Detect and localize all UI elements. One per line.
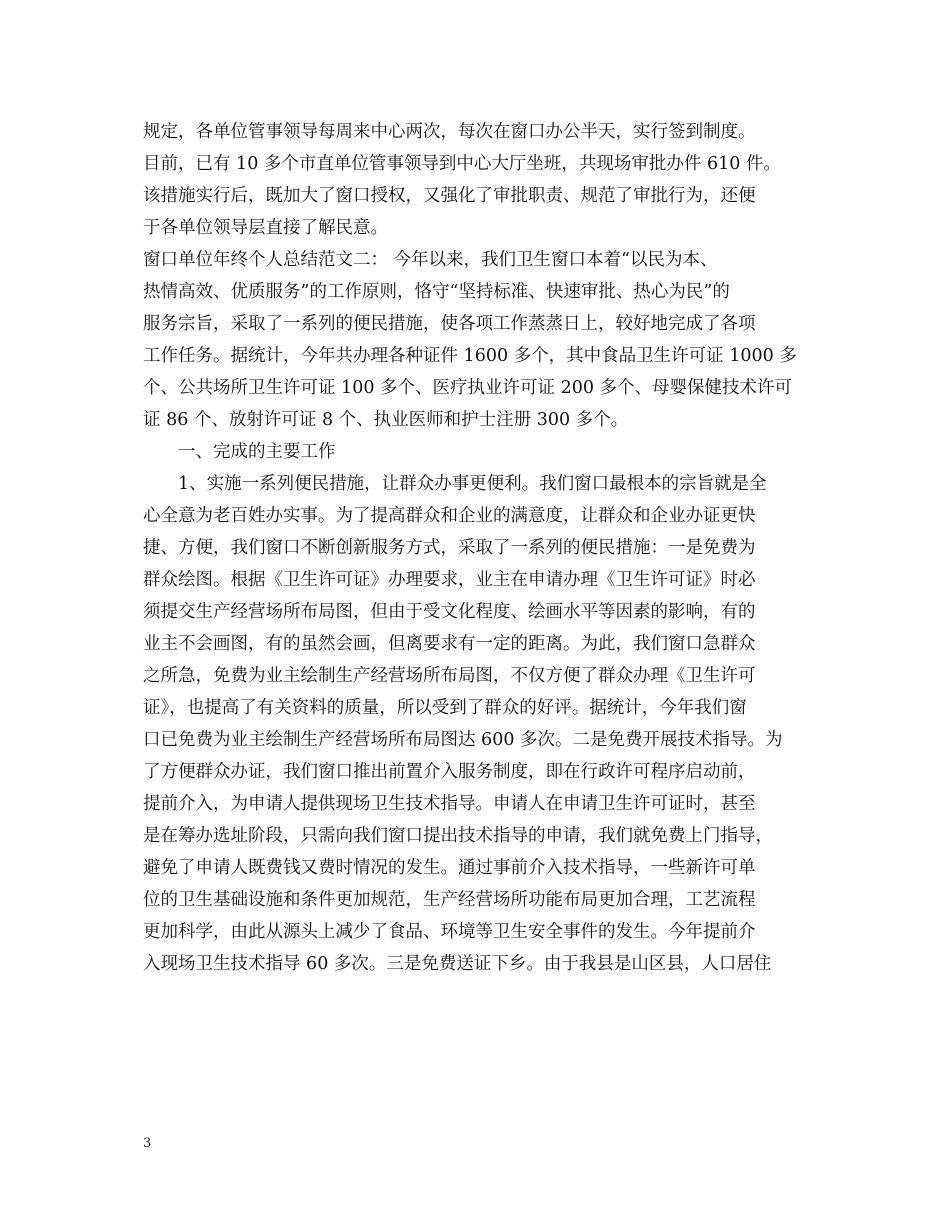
text-line: 群众绘图。根据《卫生许可证》办理要求，业主在申请办理《卫生许可证》时必 (143, 570, 756, 590)
text-line: 是在筹办选址阶段，只需向我们窗口提出技术指导的申请，我们就免费上门指导， (143, 826, 773, 846)
text-line: 心全意为老百姓办实事。为了提高群众和企业的满意度，让群众和企业办证更快 (143, 506, 756, 526)
page-number: 3 (143, 1136, 152, 1151)
text-line: 个、公共场所卫生许可证 100 多个、医疗执业许可证 200 多个、母婴保健技术许可 (143, 378, 793, 398)
text-line: 捷、方便，我们窗口不断创新服务方式，采取了一系列的便民措施：一是免费为 (143, 538, 756, 558)
text-line: 避免了申请人既费钱又费时情况的发生。通过事前介入技术指导，一些新许可单 (143, 858, 756, 878)
text-line: 于各单位领导层直接了解民意。 (143, 218, 388, 238)
text-line: 规定，各单位管事领导每周来中心两次，每次在窗口办公半天，实行签到制度。 (143, 122, 756, 142)
text-line: 了方便群众办证，我们窗口推出前置介入服务制度，即在行政许可程序启动前， (143, 762, 756, 782)
text-line: 更加科学，由此从源头上减少了食品、环境等卫生安全事件的发生。今年提前介 (143, 922, 756, 942)
text-line: 位的卫生基础设施和条件更加规范，生产经营场所功能布局更加合理，工艺流程 (143, 890, 756, 910)
section-title-line: 窗口单位年终个人总结范文二： 今年以来，我们卫生窗口本着“以民为本、 (143, 250, 718, 270)
text-line: 入现场卫生技术指导 60 多次。三是免费送证下乡。由于我县是山区县，人口居住 (143, 954, 772, 974)
text-line: 证》，也提高了有关资料的质量，所以受到了群众的好评。据统计，今年我们窗 (143, 698, 747, 718)
text-line: 提前介入，为申请人提供现场卫生技术指导。申请人在申请卫生许可证时，甚至 (143, 794, 756, 814)
text-line: 之所急，免费为业主绘制生产经营场所布局图，不仅方便了群众办理《卫生许可 (143, 666, 756, 686)
text-line: 目前，已有 10 多个市直单位管事领导到中心大厅坐班，共现场审批办件 610 件。 (143, 154, 781, 174)
text-line: 该措施实行后，既加大了窗口授权，又强化了审批职责、规范了审批行为，还便 (143, 186, 756, 206)
text-line: 口已免费为业主绘制生产经营场所布局图达 600 多次。二是免费开展技术指导。为 (143, 730, 783, 750)
text-line: 证 86 个、放射许可证 8 个、执业医师和护士注册 300 多个。 (143, 410, 629, 430)
section-heading: 一、完成的主要工作 (178, 442, 336, 462)
text-line: 须提交生产经营场所布局图，但由于受文化程度、绘画水平等因素的影响，有的 (143, 602, 756, 622)
text-line: 服务宗旨，采取了一系列的便民措施，使各项工作蒸蒸日上，较好地完成了各项 (143, 314, 756, 334)
text-line: 热情高效、优质服务”的工作原则，恪守“坚持标准、快速审批、热心为民”的 (143, 282, 730, 302)
document-body (143, 116, 813, 980)
text-line: 工作任务。据统计，今年共办理各种证件 1600 多个，其中食品卫生许可证 1000 多 (143, 346, 797, 366)
paragraph-start-line: 1、实施一系列便民措施，让群众办事更便利。我们窗口最根本的宗旨就是全 (178, 474, 767, 494)
text-line: 业主不会画图，有的虽然会画，但离要求有一定的距离。为此，我们窗口急群众 (143, 634, 756, 654)
